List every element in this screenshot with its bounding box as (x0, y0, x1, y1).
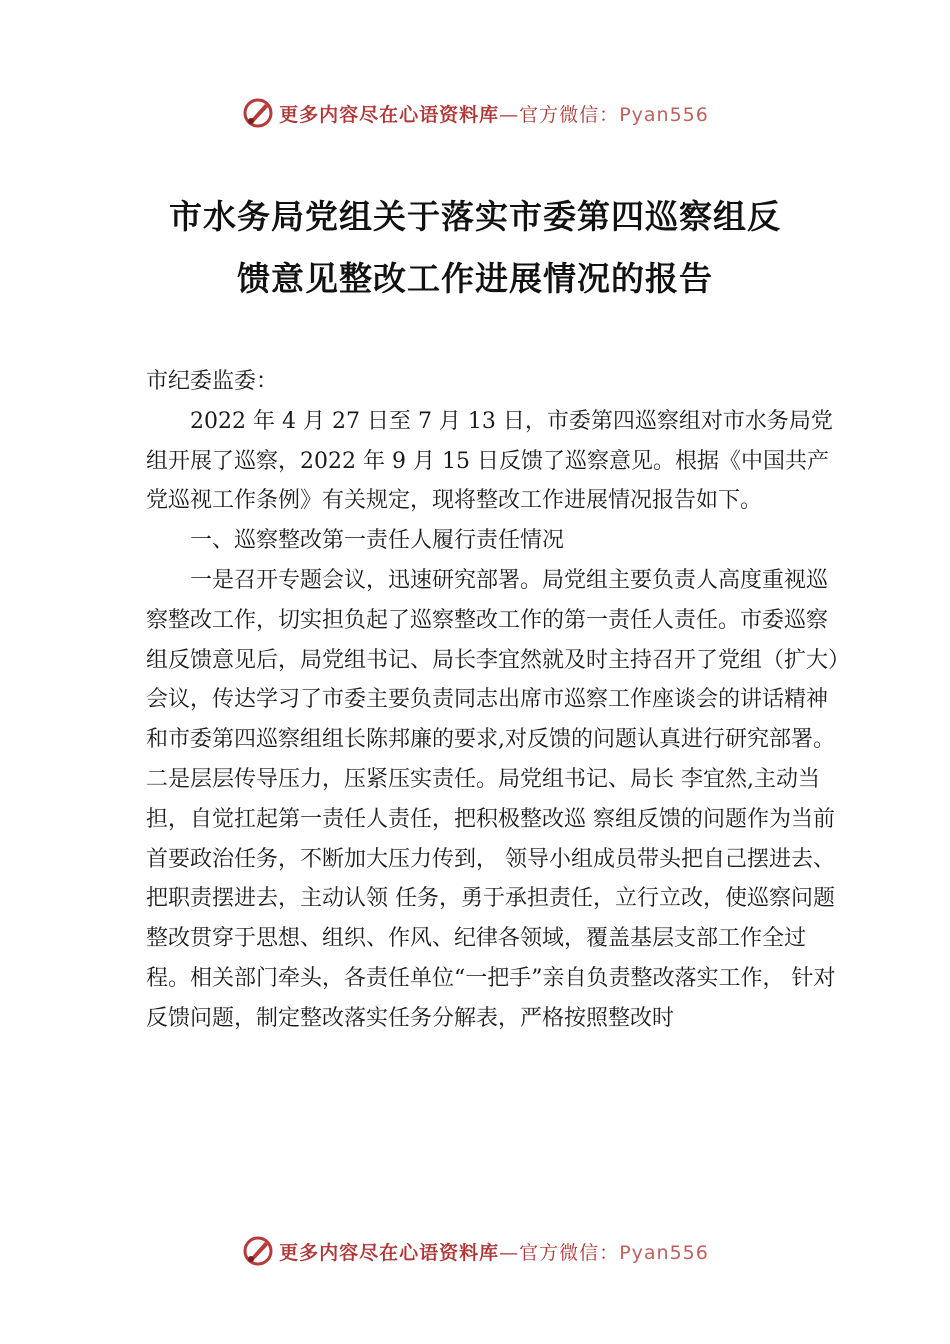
salutation: 市纪委监委： (146, 369, 279, 394)
watermark-dash: — (499, 103, 520, 126)
watermark-dash: — (499, 1241, 520, 1264)
watermark-account: Pyan556 (619, 103, 709, 126)
watermark-header (0, 96, 950, 130)
watermark-text (279, 1238, 709, 1265)
watermark-label: 官方微信： (519, 1241, 620, 1264)
paragraph-intro: 2022 年 4 月 27 日至 7 月 13 日，市委第四巡察组对市水务局党组开展了巡察，2022 年 9 月 15 日反馈了巡察意见。根据《中国共产党巡视工作条例》有关规定，现将整改工作进展情况报告如下。 (146, 408, 833, 514)
brush-logo-icon (241, 96, 275, 130)
watermark-account: Pyan556 (619, 1241, 709, 1264)
watermark-label: 官方微信： (519, 103, 620, 126)
watermark-main: 更多内容尽在心语资料库 (279, 1241, 500, 1264)
document-body (146, 362, 846, 1039)
brush-logo-icon (241, 1234, 275, 1268)
title-line-2: 馈意见整改工作进展情况的报告 (237, 259, 713, 298)
title-line-1: 市水务局党组关于落实市委第四巡察组反 (169, 197, 781, 236)
document-title (0, 186, 950, 310)
watermark-footer (0, 1234, 950, 1268)
watermark-main: 更多内容尽在心语资料库 (279, 103, 500, 126)
watermark-text (279, 100, 709, 127)
section-heading-1: 一、巡察整改第一责任人履行责任情况 (190, 528, 565, 554)
paragraph-section-1: 一是召开专题会议，迅速研究部署。局党组主要负责人高度重视巡察整改工作，切实担负起了巡察整改工作的第一责任人责任。市委巡察组反馈意见后，局党组书记、局长李宜然就及时主持召开了党组（扩大）会议，传达学习了市委主要负责同志出席市巡察工作座谈会的讲话精神和市委第四巡察组组长陈邦廉的要求,对反馈的问题认真进行研究部署。二是层层传导压力，压紧压实责任。局党组书记、局长 李宜然,主动当担，自觉扛起第一责任人责任，把积极整改巡 察组反馈的问题作为当前首要政治任务，不断加大压力传到， 领导小组成员带头把自己摆进去、把职责摆进去，主动认领 任务，勇于承担责任，立行立改，使巡察问题整改贯穿于思想、组织、作风、纪律各领域，覆盖基层支部工作全过程。相关部门牵头，各责任单位“一把手”亲自负责整改落实工作， 针对反馈问题，制定整改落实任务分解表，严格按照整改时 (146, 567, 840, 1031)
